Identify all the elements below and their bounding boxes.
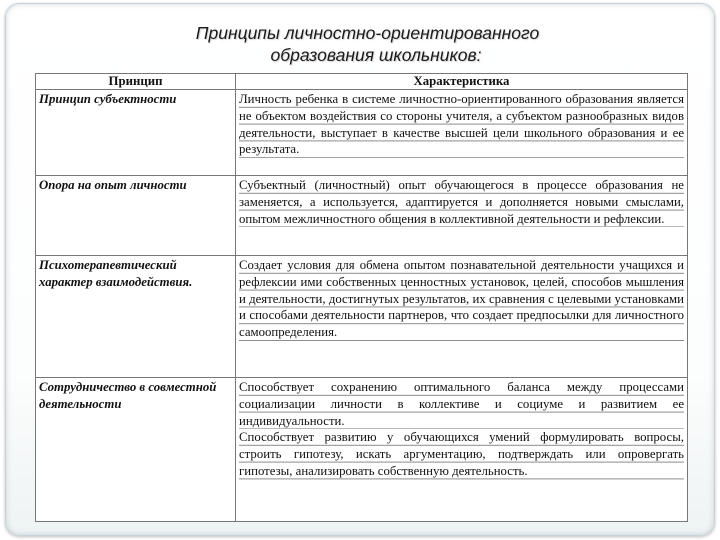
header-principle: Принцип <box>36 74 236 90</box>
title-line-1: Принципы личностно-ориентированного <box>195 23 540 43</box>
table-row <box>36 256 688 378</box>
principles-table <box>35 73 688 522</box>
principle-name: Психотерапевтический характер взаимодействия. <box>36 256 236 378</box>
principle-description <box>236 90 688 176</box>
table-row <box>36 176 688 256</box>
title-line-2: образования школьников: <box>270 45 482 65</box>
header-characteristic: Характеристика <box>236 74 688 90</box>
description-paragraph: Способствует сохранению оптимального баланса между процессами социализации личности в коллективе и социуме и развитием ее индивидуальности. <box>239 380 684 428</box>
principle-description <box>236 378 688 522</box>
principle-name: Сотрудничество в совместной деятельности <box>36 378 236 522</box>
description-paragraph: Способствует развитию у обучающихся умений формулировать вопросы, строить гипотезу, искать аргументацию, подтверждать или опровергать гипотезы, анализировать собственную деятельность. <box>239 430 684 478</box>
description-paragraph: Создает условия для обмена опытом познавательной деятельности учащихся и рефлексии ими собственных ценностных установок, целей, способов мышления и деятельности, достигнутых результатов, их сравнения с целевыми установками и способами деятельности партнеров, что создает предпосылки для личностного самоопределения. <box>239 258 684 340</box>
principle-description <box>236 256 688 378</box>
principle-description <box>236 176 688 256</box>
table-row <box>36 378 688 522</box>
principle-name: Опора на опыт личности <box>36 176 236 256</box>
description-paragraph: Субъектный (личностный) опыт обучающегося в процессе образования не заменяется, а используется, адаптируется и дополняется новыми смыслами, опытом межличностного общения в коллективной деятельности и рефлексии. <box>239 178 684 226</box>
table-row <box>36 90 688 176</box>
table-header-row <box>36 74 688 90</box>
description-paragraph: Личность ребенка в системе личностно-ориентированного образования является не объектом воздействия со стороны учителя, а субъектом разнообразных видов деятельности, выступает в качестве высшей цели школьного образования и ее результата. <box>239 92 684 157</box>
principle-name: Принцип субъектности <box>36 90 236 176</box>
slide-title <box>0 22 720 66</box>
